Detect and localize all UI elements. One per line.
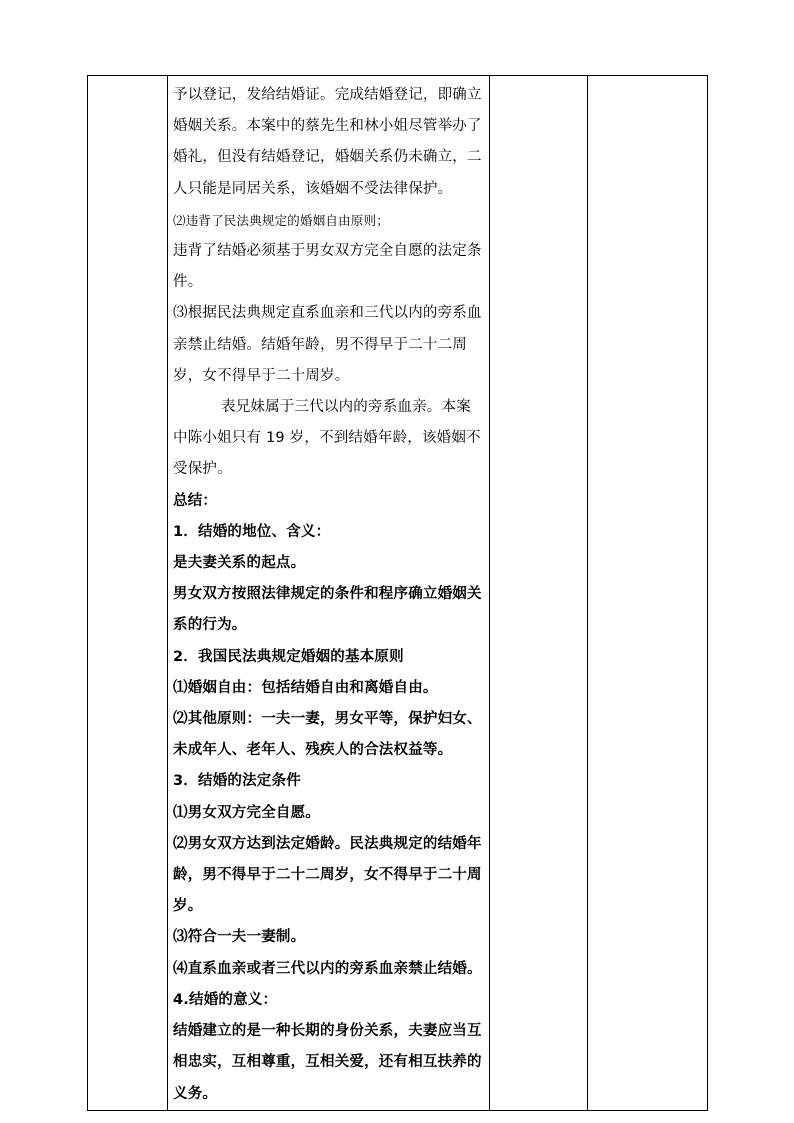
- summary-heading: 总结：: [173, 492, 218, 509]
- section-heading: 2．我国民法典规定婚姻的基本原则: [173, 648, 404, 665]
- list-item: ⑴婚姻自由：包括结婚自由和离婚自由。: [173, 679, 438, 696]
- paragraph: ⑵违背了民法典规定的婚姻自由原则；: [173, 212, 389, 228]
- paragraph: 结婚建立的是一种长期的身份关系，夫妻应当互相忠实，互相尊重，互相关爱，还有相互扶养的义务。: [173, 1023, 482, 1102]
- list-item: ⑶符合一夫一妻制。: [173, 929, 306, 946]
- paragraph: ⑶根据民法典规定直系血亲和三代以内的旁系血亲禁止结婚。结婚年龄，男不得早于二十二周岁，女不得早于二十周岁。: [173, 305, 482, 384]
- table-row: [88, 76, 708, 1111]
- list-item: ⑷直系血亲或者三代以内的旁系血亲禁止结婚。: [173, 960, 482, 977]
- table-cell-empty-4: [588, 76, 708, 1111]
- content-text-block: [168, 76, 489, 1110]
- section-heading: 1．结婚的地位、含义：: [173, 523, 331, 540]
- table-cell-empty-3: [490, 76, 588, 1111]
- paragraph: 违背了结婚必须基于男女双方完全自愿的法定条件。: [173, 243, 482, 291]
- lesson-table: [87, 75, 708, 1111]
- paragraph: 予以登记，发给结婚证。完成结婚登记，即确立婚姻关系。本案中的蔡先生和林小姐尽管举办了婚礼，但没有结婚登记，婚姻关系仍未确立，二人只能是同居关系，该婚姻不受法律保护。: [173, 87, 482, 197]
- section-heading: 4.结婚的意义：: [173, 991, 278, 1008]
- paragraph: 表兄妹属于三代以内的旁系血亲。本案中陈小姐只有 19 岁，不到结婚年龄，该婚姻不受保护。: [173, 399, 481, 478]
- paragraph: 男女双方按照法律规定的条件和程序确立婚姻关系的行为。: [173, 586, 482, 634]
- table-cell-empty-left: [88, 76, 168, 1111]
- table-cell-content: [168, 76, 490, 1111]
- list-item: ⑴男女双方完全自愿。: [173, 804, 320, 821]
- list-item: ⑵男女双方达到法定婚龄。民法典规定的结婚年龄，男不得早于二十二周岁，女不得早于二十周岁。: [173, 835, 482, 915]
- paragraph: 是夫妻关系的起点。: [173, 555, 306, 572]
- section-heading: 3．结婚的法定条件: [173, 773, 301, 790]
- list-item: ⑵其他原则：一夫一妻，男女平等，保护妇女、未成年人、老年人、残疾人的合法权益等。: [173, 711, 482, 759]
